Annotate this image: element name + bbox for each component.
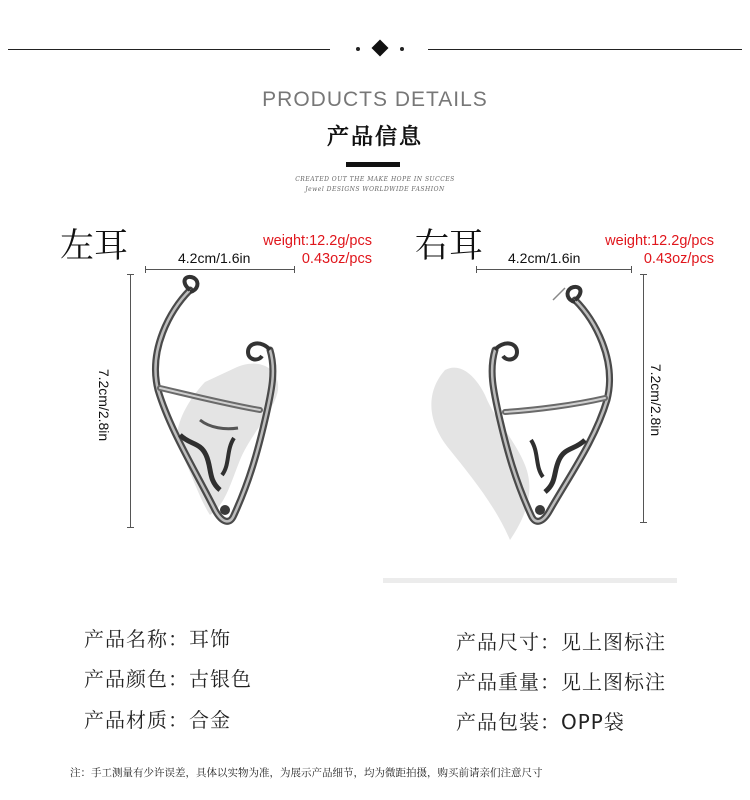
right-ear-label: 右耳 [415,226,483,266]
diamond-ornament-icon [372,40,389,57]
left-weight-ounces: 0.43oz/pcs [301,251,372,267]
detail-product-size: 产品尺寸：见上图标注 [456,630,666,654]
header-rule-right [428,49,742,50]
header-rule-left [8,49,330,50]
title-english: PRODUCTS DETAILS [262,88,488,111]
left-ear-label: 左耳 [60,226,128,266]
left-weight-grams: weight:12.2g/pcs [263,233,372,249]
right-width-dimension: 4.2cm/1.6in [508,250,581,266]
right-weight-grams: weight:12.2g/pcs [605,233,714,249]
right-height-bracket [643,274,644,522]
divider-shadow [383,578,677,583]
fine-print-line-1: CREATED OUT THE MAKE HOPE IN SUCCES [295,176,455,183]
header-dot-right [400,47,404,51]
fine-print-line-2: Jewel DESIGNS WORLDWIDE FASHION [305,186,445,193]
title-underline [346,162,400,167]
title-chinese: 产品信息 [326,125,423,150]
detail-product-package: 产品包装：OPP袋 [456,710,625,734]
left-width-dimension: 4.2cm/1.6in [178,250,251,266]
left-earring-image [130,270,330,540]
right-height-dimension: 7.2cm/2.8in [648,363,665,437]
detail-product-name: 产品名称：耳饰 [84,627,231,651]
left-height-dimension: 7.2cm/2.8in [96,368,113,442]
detail-product-material: 产品材质：合金 [84,708,231,732]
detail-product-color: 产品颜色：古银色 [84,667,252,691]
right-weight-ounces: 0.43oz/pcs [643,251,714,267]
detail-product-weight: 产品重量：见上图标注 [456,670,666,694]
footnote: 注：手工测量有少许误差，具体以实物为准，为展示产品细节，均为微距拍摄，购买前请亲们注意尺寸 [70,767,543,779]
right-earring-image [415,270,635,560]
header-dot-left [356,47,360,51]
